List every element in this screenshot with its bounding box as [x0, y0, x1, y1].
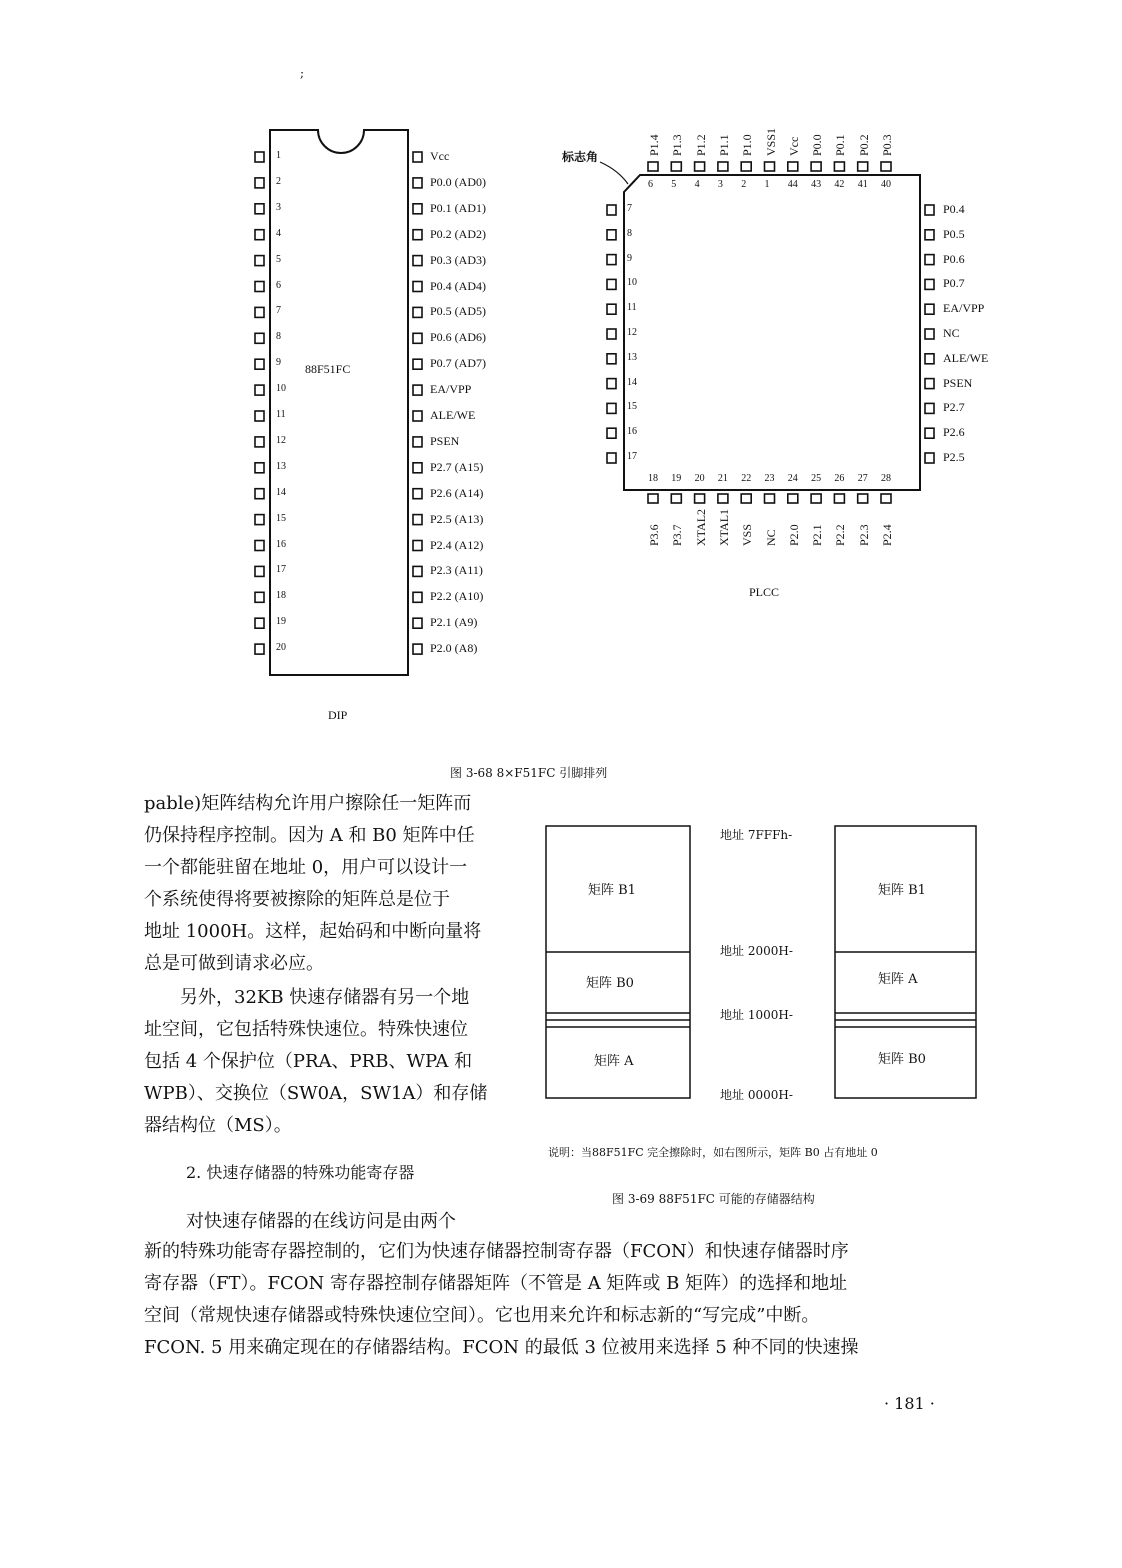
- plcc-pin-number: 9: [627, 252, 632, 264]
- dip-pin-number: 12: [276, 434, 286, 446]
- plcc-pin-number: 5: [671, 179, 677, 190]
- memory-block-left-b1: 矩阵 B1: [588, 883, 636, 898]
- text-line: 个系统使得将要被擦除的矩阵总是位于: [144, 889, 450, 910]
- plcc-pin-number: 8: [627, 227, 632, 239]
- plcc-pin-number: 7: [627, 203, 632, 214]
- plcc-pin-number: 17: [627, 451, 637, 462]
- dip-pin-label: P2.0 (A8): [430, 641, 478, 656]
- plcc-pin-number: 27: [857, 473, 868, 484]
- dip-pin-number: 18: [276, 590, 286, 602]
- dip-pin-label: P0.1 (AD1): [430, 200, 486, 215]
- plcc-pin-label: P0.1: [833, 134, 848, 156]
- dip-pin-label: P2.6 (A14): [430, 485, 484, 500]
- figure-369-caption: 图 3-69 88F51FC 可能的存储器结构: [612, 1192, 815, 1206]
- plcc-pin-number: 16: [627, 426, 637, 438]
- plcc-pin-label: P2.2: [833, 524, 848, 546]
- plcc-pin-number: 14: [627, 376, 637, 388]
- plcc-pin-number: 1: [764, 179, 770, 190]
- memory-block-right-b1: 矩阵 B1: [878, 883, 926, 898]
- address-label: 地址 0000H-: [720, 1088, 793, 1102]
- plcc-pin-label: XTAL2: [693, 508, 708, 546]
- dip-pin-label: P2.2 (A10): [430, 589, 484, 604]
- text-line: 址空间，它包括特殊快速位。特殊快速位: [144, 1019, 468, 1040]
- dip-pin-number: 15: [276, 512, 286, 524]
- plcc-pin-label: P2.0: [786, 524, 801, 546]
- dip-pin-number: 6: [276, 279, 281, 291]
- text-line: 另外，32KB 快速存储器有另一个地: [180, 987, 470, 1008]
- dip-pin-number: 20: [276, 642, 286, 654]
- plcc-pin-label: P1.3: [670, 134, 685, 156]
- plcc-pin-label: P0.4: [943, 202, 965, 216]
- plcc-pin-number: 13: [627, 351, 637, 363]
- plcc-pin-label: XTAL1: [716, 508, 731, 546]
- dip-pin-number: 9: [276, 357, 281, 369]
- plcc-pin-number: 43: [811, 179, 822, 190]
- plcc-pin-number: 26: [834, 473, 845, 484]
- figure-368-caption: 图 3-68 8×F51FC 引脚排列: [450, 766, 608, 780]
- address-label: 地址 1000H-: [720, 1008, 793, 1022]
- plcc-pin-label: P2.4: [880, 524, 894, 546]
- plcc-pin-number: 4: [694, 179, 700, 190]
- plcc-pin-label: P3.6: [647, 524, 661, 546]
- text-line: 仍保持程序控制。因为 A 和 B0 矩阵中任: [144, 825, 475, 846]
- dip-pin-label: P0.4 (AD4): [430, 278, 486, 293]
- memory-block-left-a: 矩阵 A: [594, 1054, 634, 1069]
- plcc-pin-number: 21: [717, 473, 728, 484]
- plcc-pin-label: P1.0: [740, 134, 755, 156]
- plcc-pin-number: 6: [648, 179, 653, 190]
- plcc-pin-label: VSS1: [763, 127, 778, 156]
- dip-pin-label: P2.3 (A11): [430, 563, 483, 578]
- dip-pin-label: P0.0 (AD0): [430, 174, 486, 189]
- page-number: · 181 ·: [884, 1394, 935, 1413]
- plcc-pin-label: P2.1: [810, 524, 825, 546]
- memory-block-right-b0: 矩阵 B0: [878, 1052, 926, 1067]
- plcc-pin-number: 40: [881, 179, 891, 190]
- dip-pin-label: P0.2 (AD2): [430, 226, 486, 241]
- plcc-pin-number: 3: [717, 179, 723, 190]
- dip-chip-name: 88F51FC: [305, 362, 351, 376]
- text-line: 对快速存储器的在线访问是由两个: [186, 1211, 456, 1232]
- dip-pin-number: 3: [276, 201, 281, 213]
- dip-pin-label: P0.6 (AD6): [430, 330, 486, 345]
- dip-pin-number: 17: [276, 564, 286, 576]
- text-line: FCON. 5 用来确定现在的存储器结构。FCON 的最低 3 位被用来选择 5 种不同的快速操: [144, 1337, 859, 1358]
- dip-pin-label: P2.7 (A15): [430, 459, 484, 474]
- dip-pin-number: 10: [276, 383, 286, 395]
- dip-pin-label: Vcc: [430, 149, 450, 163]
- plcc-pin-number: 28: [881, 473, 891, 484]
- text-line: pable)矩阵结构允许用户擦除任一矩阵而: [144, 793, 472, 814]
- plcc-pin-label: P0.0: [810, 134, 825, 156]
- plcc-pin-label: ALE/WE: [943, 350, 989, 365]
- text-line: 空间（常规快速存储器或特殊快速位空间）。它也用来允许和标志新的“写完成”中断。: [144, 1305, 820, 1326]
- address-label: 地址 7FFFh-: [720, 828, 793, 842]
- plcc-pin-label: P2.6: [943, 425, 965, 440]
- plcc-pin-label: P2.3: [856, 524, 871, 546]
- dip-pin-number: 16: [276, 538, 286, 550]
- section-heading: 2. 快速存储器的特殊功能寄存器: [186, 1163, 415, 1182]
- plcc-pin-number: 20: [694, 473, 705, 484]
- dip-pin-number: 11: [276, 409, 286, 420]
- text-line: 总是可做到请求必应。: [144, 953, 324, 974]
- plcc-pin-label: P0.5: [943, 226, 965, 241]
- dip-label: DIP: [328, 708, 348, 722]
- plcc-pin-label: EA/VPP: [943, 301, 985, 316]
- dip-pin-number: 7: [276, 305, 281, 317]
- plcc-pin-label: P0.2: [856, 134, 871, 156]
- plcc-label: PLCC: [749, 585, 780, 599]
- dip-pin-label: PSEN: [430, 433, 460, 448]
- plcc-pin-number: 24: [787, 473, 798, 484]
- plcc-pin-label: P2.5: [943, 450, 965, 464]
- plcc-pin-label: Vcc: [786, 136, 801, 156]
- text-line: WPB）、交换位（SW0A，SW1A）和存储: [144, 1083, 488, 1104]
- plcc-pin-number: 11: [627, 302, 637, 314]
- dip-pin-number: 5: [276, 253, 281, 265]
- text-line: 寄存器（FT）。FCON 寄存器控制存储器矩阵（不管是 A 矩阵或 B 矩阵）的选择和地址: [144, 1273, 848, 1294]
- plcc-pin-label: P0.7: [943, 276, 965, 291]
- plcc-pin-number: 10: [627, 277, 637, 289]
- plcc-pin-number: 2: [741, 179, 747, 190]
- plcc-pin-label: P0.6: [943, 251, 965, 266]
- text-line: 新的特殊功能寄存器控制的，它们为快速存储器控制寄存器（FCON）和快速存储器时序: [144, 1241, 849, 1262]
- dip-pin-number: 13: [276, 460, 286, 472]
- plcc-pin-number: 12: [627, 327, 637, 338]
- dip-pin-number: 14: [276, 486, 286, 498]
- text-line: 一个都能驻留在地址 0，用户可以设计一: [144, 857, 468, 878]
- plcc-pin-label: P1.4: [647, 134, 661, 156]
- plcc-pin-number: 19: [671, 473, 682, 484]
- plcc-pin-label: PSEN: [943, 375, 973, 390]
- memory-map-note: 说明：当88F51FC 完全擦除时，如右图所示，矩阵 B0 占有地址 0: [548, 1146, 878, 1159]
- plcc-pin-label: P3.7: [670, 524, 685, 546]
- plcc-marker-label: 标志角: [562, 150, 599, 164]
- dip-pin-label: EA/VPP: [430, 382, 472, 397]
- plcc-pin-label: P2.7: [943, 400, 965, 415]
- plcc-pin-label: NC: [943, 326, 960, 340]
- dip-pin-label: P2.1 (A9): [430, 615, 478, 630]
- plcc-pin-label: P1.1: [716, 134, 731, 156]
- dip-pin-label: P2.4 (A12): [430, 537, 484, 552]
- address-label: 地址 2000H-: [720, 944, 793, 958]
- plcc-pin-label: NC: [763, 529, 778, 546]
- plcc-pin-label: P1.2: [693, 134, 708, 156]
- dip-pin-label: P2.5 (A13): [430, 511, 484, 526]
- dip-pin-number: 19: [276, 616, 286, 628]
- dip-pin-label: P0.7 (AD7): [430, 356, 486, 371]
- plcc-pin-number: 42: [834, 179, 845, 190]
- stray-mark: ;: [300, 66, 305, 80]
- text-line: 器结构位（MS）。: [144, 1115, 292, 1136]
- plcc-pin-number: 41: [857, 179, 868, 190]
- dip-pin-label: P0.3 (AD3): [430, 252, 486, 267]
- memory-block-right-a: 矩阵 A: [878, 972, 918, 987]
- dip-pin-label: P0.5 (AD5): [430, 304, 486, 319]
- dip-pin-number: 8: [276, 331, 281, 343]
- text-line: 地址 1000H。这样，起始码和中断向量将: [144, 921, 482, 942]
- plcc-pin-number: 23: [764, 473, 775, 484]
- plcc-pin-number: 15: [627, 401, 637, 413]
- memory-block-left-b0: 矩阵 B0: [586, 976, 634, 991]
- plcc-pin-number: 22: [741, 473, 752, 484]
- dip-pin-number: 1: [276, 150, 281, 161]
- dip-pin-label: ALE/WE: [430, 408, 476, 422]
- plcc-pin-number: 25: [811, 473, 822, 484]
- dip-pin-number: 4: [276, 227, 281, 239]
- dip-pin-number: 2: [276, 175, 281, 187]
- plcc-pin-label: P0.3: [880, 134, 894, 156]
- text-line: 包括 4 个保护位（PRA、PRB、WPA 和: [144, 1051, 473, 1072]
- plcc-pin-number: 44: [787, 179, 798, 190]
- plcc-pin-number: 18: [648, 473, 658, 484]
- plcc-pin-label: VSS: [740, 523, 755, 546]
